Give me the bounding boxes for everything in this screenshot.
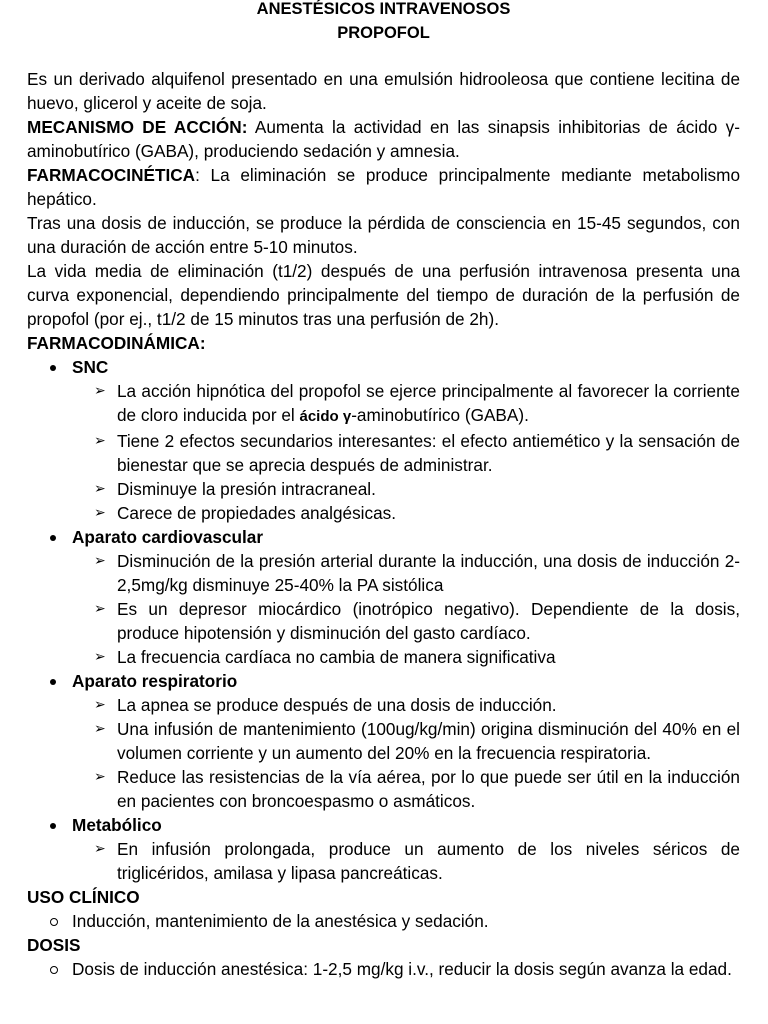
bullet-icon: [50, 823, 56, 829]
farmacocinetica-paragraph: [27, 163, 740, 211]
farmacocinetica-label: FARMACOCINÉTICA: [27, 165, 196, 185]
vida-media-paragraph: La vida media de eliminación (t1/2) después de una perfusión intravenosa presenta una curva exponencial, dependiendo principalmente del tiempo de duración de la perfusión de propofol (por ej., t1/2 de 15 minutos tras una perfusión de 2h).: [27, 261, 740, 329]
arrow-icon: ➢: [94, 649, 106, 665]
resp-item3-text: Reduce las resistencias de la vía aérea, por lo que puede ser útil en la inducción en pacientes con broncoespasmo o asmáticos.: [117, 767, 740, 811]
list-item: [72, 501, 740, 525]
cardio-item1-text: Disminución de la presión arterial durante la inducción, una dosis de inducción 2-2,5mg/kg disminuye 25-40% la PA sistólica: [117, 551, 740, 595]
snc-item4-text: Carece de propiedades analgésicas.: [117, 503, 397, 523]
circle-bullet-icon: [50, 918, 58, 926]
list-item: [72, 717, 740, 765]
metab-section: [27, 813, 740, 885]
snc-item1-text: La acción hipnótica del propofol se ejerce principalmente al favorecer la corriente de cloro inducida por el: [117, 381, 740, 425]
title-block: [27, 0, 740, 45]
arrow-icon: ➢: [94, 383, 106, 399]
metab-item1-text: En infusión prolongada, produce un aumento de los niveles séricos de triglicéridos, amilasa y lipasa pancreáticas.: [117, 839, 740, 883]
induccion-paragraph: Tras una dosis de inducción, se produce la pérdida de consciencia en 15-45 segundos, con una duración de acción entre 5-10 minutos.: [27, 213, 740, 257]
arrow-icon: ➢: [94, 841, 106, 857]
mecanismo-label: MECANISMO DE ACCIÓN:: [27, 117, 248, 137]
uso-clinico-item1-text: Inducción, mantenimiento de la anestésica y sedación.: [72, 911, 489, 931]
list-item: [72, 429, 740, 477]
snc-item1-post: -aminobutírico (GABA).: [351, 405, 529, 425]
mecanismo-text: Aumenta la actividad en las sinapsis inhibitorias de ácido γ-aminobutírico (GABA), produciendo sedación y amnesia.: [27, 117, 740, 161]
snc-item2-text: Tiene 2 efectos secundarios interesantes: el efecto antiemético y la sensación de bienestar que se aprecia después de administrar.: [117, 431, 740, 475]
metab-items: [72, 837, 740, 885]
snc-title: SNC: [72, 357, 109, 377]
dosis-heading: DOSIS: [27, 935, 81, 955]
arrow-icon: ➢: [94, 553, 106, 569]
arrow-icon: ➢: [94, 601, 106, 617]
arrow-icon: ➢: [94, 505, 106, 521]
intro-paragraph: Es un derivado alquifenol presentado en una emulsión hidrooleosa que contiene lecitina de huevo, glicerol y aceite de soja.: [27, 69, 740, 113]
list-item: [72, 477, 740, 501]
cardio-item3-text: La frecuencia cardíaca no cambia de manera significativa: [117, 647, 556, 667]
arrow-icon: ➢: [94, 481, 106, 497]
bullet-icon: [50, 535, 56, 541]
document-title: ANESTÉSICOS INTRAVENOSOS: [256, 0, 511, 18]
bullet-icon: [50, 365, 56, 371]
uso-clinico-list: [27, 909, 740, 933]
list-item: [27, 909, 740, 933]
cardio-section: [27, 525, 740, 669]
document-subtitle: PROPOFOL: [337, 24, 430, 42]
metab-title: Metabólico: [72, 815, 162, 835]
circle-bullet-icon: [50, 966, 58, 974]
mecanismo-paragraph: [27, 115, 740, 163]
list-item: [72, 837, 740, 885]
resp-section: [27, 669, 740, 813]
farmacocinetica-text: : La eliminación se produce principalmente mediante metabolismo hepático.: [27, 165, 740, 209]
resp-item2-text: Una infusión de mantenimiento (100ug/kg/min) origina disminución del 40% en el volumen corriente y un aumento del 20% en la frecuencia respiratoria.: [117, 719, 740, 763]
farmacodinamica-list: [27, 355, 740, 885]
list-item: [27, 957, 740, 981]
dosis-item1-text: Dosis de inducción anestésica: 1-2,5 mg/kg i.v., reducir la dosis según avanza la edad.: [72, 959, 732, 979]
bullet-icon: [50, 679, 56, 685]
list-item: [72, 549, 740, 597]
resp-title: Aparato respiratorio: [72, 671, 238, 691]
arrow-icon: ➢: [94, 433, 106, 449]
arrow-icon: ➢: [94, 697, 106, 713]
cardio-title: Aparato cardiovascular: [72, 527, 264, 547]
uso-clinico-heading: USO CLÍNICO: [27, 887, 140, 907]
resp-items: [72, 693, 740, 813]
resp-item1-text: La apnea se produce después de una dosis de inducción.: [117, 695, 557, 715]
cardio-item2-text: Es un depresor miocárdico (inotrópico negativo). Dependiente de la dosis, produce hipotensión y disminución del gasto cardíaco.: [117, 599, 740, 643]
arrow-icon: ➢: [94, 721, 106, 737]
snc-items: [72, 379, 740, 525]
snc-item1-bold: ácido γ: [299, 408, 352, 425]
list-item: [72, 645, 740, 669]
snc-section: [27, 355, 740, 525]
list-item: [72, 379, 740, 429]
list-item: [72, 765, 740, 813]
snc-item3-text: Disminuye la presión intracraneal.: [117, 479, 376, 499]
dosis-list: [27, 957, 740, 981]
list-item: [72, 693, 740, 717]
cardio-items: [72, 549, 740, 669]
spacer: [27, 45, 740, 67]
list-item: [72, 597, 740, 645]
arrow-icon: ➢: [94, 769, 106, 785]
farmacodinamica-heading: FARMACODINÁMICA:: [27, 333, 206, 353]
